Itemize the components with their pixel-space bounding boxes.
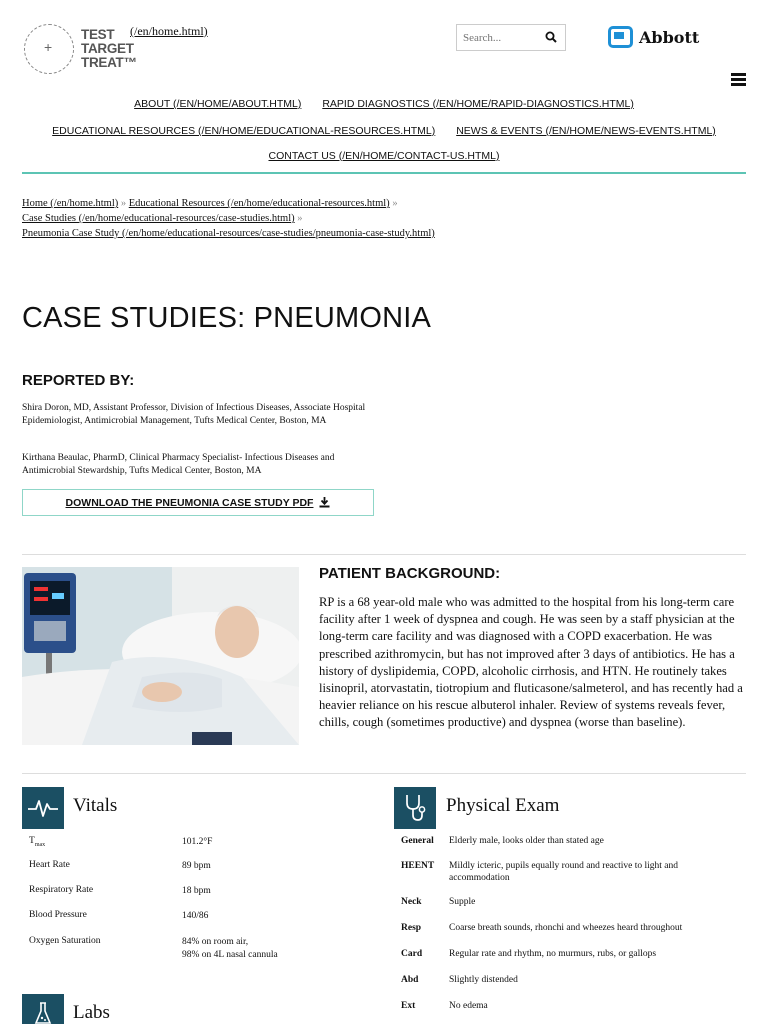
vitals-value-oxygen-saturation: 84% on room air, 98% on 4L nasal cannula <box>182 937 278 960</box>
patient-background-title: PATIENT BACKGROUND: <box>319 565 501 582</box>
nav-divider <box>22 172 746 174</box>
main-nav-row-1 <box>0 98 768 110</box>
download-icon <box>319 497 330 508</box>
abbott-logo[interactable] <box>608 26 699 48</box>
breadcrumb-separator: » <box>392 198 398 209</box>
nav-item-about[interactable]: ABOUT (/EN/HOME/ABOUT.HTML) <box>134 98 302 110</box>
patient-background-text: RP is a 68 year-old male who was admitted to the hospital from his long-term care facility after 1 week of dyspnea and cough. He was seen by a staff physician at the long-term care facility and was diagnosed with a COPD exacerbation. He was prescribed azithromycin, but has not improved after 3 days of antibiotics. He has a history of dyslipidemia, COPD, alcoholic cirrhosis, and HTN. He routinely takes lisinopril, atorvastatin, tiotropium and fluticasone/salmeterol, and has recently had a heavier reliance on his rescue albuterol inhaler. Review of systems reveals fever, chills, cough (sometimes productive) and dyspnea (worse than baseline). <box>319 595 743 730</box>
page-title: CASE STUDIES: PNEUMONIA <box>22 302 432 334</box>
pe-value-general: Elderly male, looks older than stated age <box>449 836 604 846</box>
vitals-label-blood-pressure: Blood Pressure <box>29 910 87 920</box>
download-pdf-button[interactable] <box>22 489 374 516</box>
author-2: Kirthana Beaulac, PharmD, Clinical Pharmacy Specialist- Infectious Diseases and Antimicrobial Stewardship, Tufts Medical Center, Boston, MA <box>22 453 335 476</box>
pe-value-resp: Coarse breath sounds, rhonchi and wheezes heard throughout <box>449 923 683 933</box>
download-pdf-label: DOWNLOAD THE PNEUMONIA CASE STUDY PDF <box>65 496 314 509</box>
main-nav-row-3 <box>0 150 768 162</box>
labs-title: Labs <box>73 1002 110 1023</box>
breadcrumb-separator: » <box>120 198 127 209</box>
vitals-label-oxygen-saturation: Oxygen Saturation <box>29 936 101 946</box>
breadcrumb-educational-resources[interactable]: Educational Resources (/en/home/educational-resources.html) <box>128 198 390 209</box>
vitals-label-respiratory-rate: Respiratory Rate <box>29 885 94 895</box>
flask-icon <box>22 994 64 1024</box>
pe-label-abd: Abd <box>401 975 419 985</box>
stethoscope-icon <box>394 787 436 829</box>
pe-value-abd: Slightly distended <box>449 975 518 985</box>
vitals-value-tmax: 101.2°F <box>182 837 213 847</box>
nav-item-news-events[interactable]: NEWS & EVENTS (/EN/HOME/NEWS-EVENTS.HTML) <box>456 125 716 137</box>
breadcrumb-separator: » <box>297 213 303 224</box>
heartbeat-icon <box>22 787 64 829</box>
abbott-mark-icon <box>608 26 633 48</box>
vitals-title: Vitals <box>73 795 118 816</box>
vitals-value-heart-rate: 89 bpm <box>182 861 211 871</box>
pe-label-resp: Resp <box>401 923 422 933</box>
breadcrumb-pneumonia-case-study[interactable]: Pneumonia Case Study (/en/home/educational-resources/case-studies/pneumonia-case-study.html) <box>22 228 435 239</box>
reported-by-label: REPORTED BY: <box>22 372 135 389</box>
site-logo[interactable] <box>22 22 137 78</box>
nav-item-rapid-diagnostics[interactable]: RAPID DIAGNOSTICS (/EN/HOME/RAPID-DIAGNOSTICS.HTML) <box>322 98 634 110</box>
search-icon[interactable] <box>545 31 557 43</box>
main-nav-row-2 <box>0 125 768 137</box>
pe-value-card: Regular rate and rhythm, no murmurs, rubs, or gallops <box>449 949 657 959</box>
pe-label-card: Card <box>401 949 423 959</box>
patient-photo-illustration <box>22 567 299 745</box>
logo-text: TEST TARGET TREAT™ <box>81 27 137 70</box>
search-input[interactable] <box>463 32 543 44</box>
physical-exam-title: Physical Exam <box>446 795 560 816</box>
vitals-label-tmax: $T_{max}$ <box>29 836 46 848</box>
vitals-value-respiratory-rate: 18 bpm <box>182 886 211 896</box>
breadcrumb <box>22 196 435 241</box>
pe-value-ext: No edema <box>449 1001 488 1011</box>
home-link[interactable]: (/en/home.html) <box>130 24 208 38</box>
logo-target-icon <box>24 24 74 74</box>
nav-item-educational-resources[interactable]: EDUCATIONAL RESOURCES (/EN/HOME/EDUCATIONAL-RESOURCES.HTML) <box>52 125 436 137</box>
breadcrumb-case-studies[interactable]: Case Studies (/en/home/educational-resources/case-studies.html) <box>22 213 295 224</box>
breadcrumb-home[interactable]: Home (/en/home.html) <box>22 198 119 209</box>
nav-item-contact-us[interactable]: CONTACT US (/EN/HOME/CONTACT-US.HTML) <box>268 150 500 162</box>
section-divider <box>22 773 746 774</box>
menu-icon[interactable] <box>731 73 746 85</box>
pe-value-heent: Mildly icteric, pupils equally round and reactive to light and accommodation <box>449 861 678 883</box>
vitals-value-blood-pressure: 140/86 <box>182 911 209 921</box>
section-divider <box>22 554 746 555</box>
pe-label-heent: HEENT <box>401 861 435 871</box>
abbott-wordmark: Abbott <box>639 27 700 47</box>
pe-label-ext: Ext <box>401 1001 416 1011</box>
pe-label-neck: Neck <box>401 897 422 907</box>
patient-photo <box>22 567 299 745</box>
pe-value-neck: Supple <box>449 897 476 907</box>
pe-label-general: General <box>401 836 434 846</box>
author-1: Shira Doron, MD, Assistant Professor, Division of Infectious Diseases, Associate Hospital Epidemiologist, Antimicrobial Management, Tufts Medical Center, Boston, MA <box>22 403 366 426</box>
search-box[interactable] <box>456 24 566 51</box>
vitals-label-heart-rate: Heart Rate <box>29 860 70 870</box>
